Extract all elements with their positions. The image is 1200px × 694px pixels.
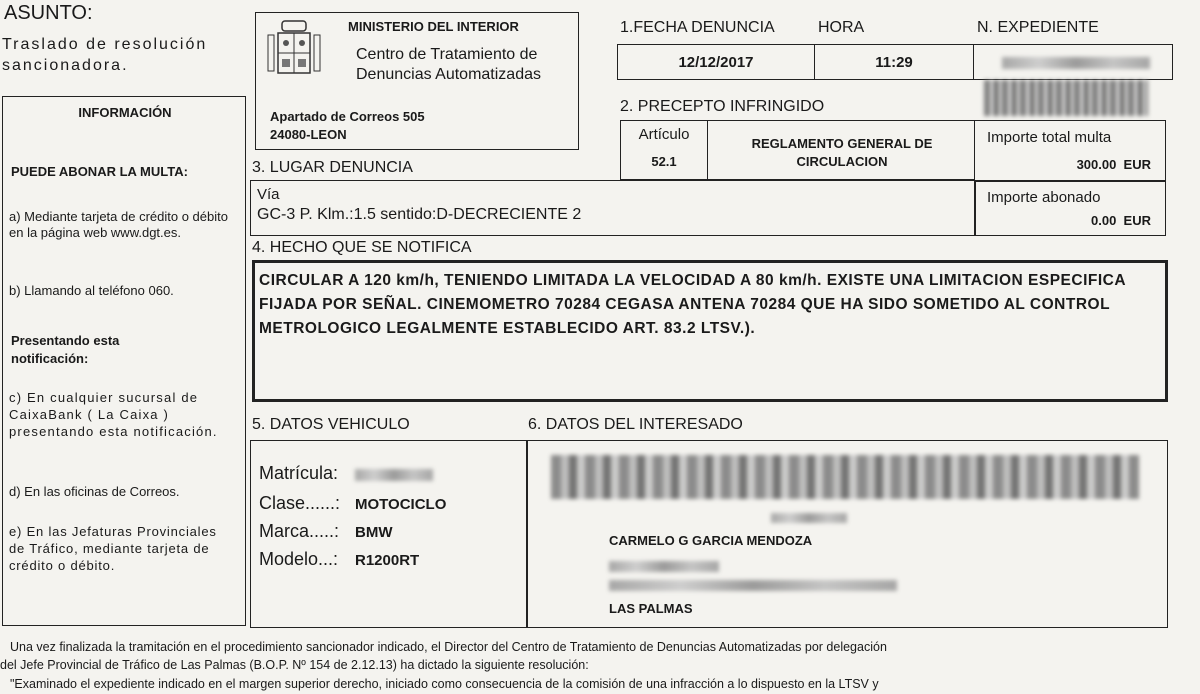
asunto-line2: sancionadora. [2,57,129,74]
lugar-box [250,180,976,236]
articulo-label: Artículo [638,126,690,143]
hecho-box [252,260,1168,402]
fecha-label: 1.FECHA DENUNCIA [620,19,775,36]
option-c: c) En cualquier sucursal de CaixaBank ( La Caixa ) presentando esta notificación. [9,390,218,439]
lugar-via: Vía [257,186,280,203]
fecha-value: 12/12/2017 [617,44,815,80]
option-e: e) En las Jefaturas Provinciales de Tráfico, mediante tarjeta de crédito o débito. [9,524,217,573]
expediente-redacted [1002,57,1150,69]
clase-label: Clase......: [259,493,341,513]
interesado-sub-redacted [771,513,847,523]
importe-abonado-box [974,180,1166,236]
importe-abonado-label: Importe abonado [987,189,1101,206]
importe-total-box [974,120,1166,182]
ministerio-title: MINISTERIO DEL INTERIOR [348,19,519,34]
interesado-name: CARMELO G GARCIA MENDOZA [609,533,813,548]
option-b: b) Llamando al teléfono 060. [9,283,174,298]
importe-total-label: Importe total multa [987,129,1112,146]
importe-abonado-value: 0.00 EUR [1091,213,1151,228]
ministerio-addr2: 24080-LEON [270,127,347,142]
interesado-city: LAS PALMAS [609,601,693,616]
option-d: d) En las oficinas de Correos. [9,484,180,499]
informacion-title: INFORMACIÓN [78,105,172,120]
importe-total-value: 300.00 EUR [1076,157,1151,172]
barcode-redacted [984,80,1148,116]
hora-value: 11:29 [814,44,974,80]
expediente-label: N. EXPEDIENTE [977,19,1099,36]
hecho-label: 4. HECHO QUE SE NOTIFICA [252,239,472,256]
footer-line3: "Examinado el expediente indicado en el margen superior derecho, iniciado como consecuencia de la comisión de una infracción a lo dispuesto en la LTSV y [10,677,879,691]
footer-line1: Una vez finalizada la tramitación en el procedimiento sancionador indicado, el Director del Centro de Tratamiento de Denuncias Automatizadas por delegación [10,640,887,654]
footer-line2: del Jefe Provincial de Tráfico de Las Palmas (B.O.P. Nº 154 de 2.12.13) ha dictado la siguiente resolución: [0,658,589,672]
ministerio-line1: Centro de Tratamiento de [356,46,538,63]
hora-label: HORA [818,19,865,36]
expediente-value [973,44,1173,80]
address-line1-redacted [609,561,719,572]
clase-value: MOTOCICLO [355,496,447,513]
interesado-box [526,440,1168,628]
matricula-label: Matrícula: [259,463,339,483]
ministerio-box [255,12,579,150]
ministerio-addr1: Apartado de Correos 505 [270,109,425,124]
interesado-label: 6. DATOS DEL INTERESADO [528,416,743,433]
option-a: a) Mediante tarjeta de crédito o débito en la página web www.dgt.es. [9,209,228,240]
articulo-box [620,120,708,180]
lugar-label: 3. LUGAR DENUNCIA [252,159,413,176]
presentando-label: Presentando esta notificación: [11,333,120,366]
vehiculo-box [250,440,528,628]
precepto-label: 2. PRECEPTO INFRINGIDO [620,98,825,115]
hecho-text: CIRCULAR A 120 km/h, TENIENDO LIMITADA LA VELOCIDAD A 80 km/h. EXISTE UNA LIMITACION ESPECIFICA FIJADA POR SEÑAL. CINEMOMETRO 70284 CEGASA ANTENA 70284 QUE HA SIDO SOMETIDO AL CONTROL METROLOGICO LEGALMENTE ESTABLECIDO ART. 83.2 LTSV.). [259,272,1126,337]
ministerio-line2: Denuncias Automatizadas [356,66,541,83]
vehiculo-label: 5. DATOS VEHICULO [252,416,410,433]
coat-of-arms-icon [264,19,324,89]
marca-value: BMW [355,524,393,541]
lugar-location: GC-3 P. Klm.:1.5 sentido:D-DECRECIENTE 2 [257,206,582,223]
marca-label: Marca.....: [259,521,340,541]
informacion-panel [2,96,246,626]
puede-abonar: PUEDE ABONAR LA MULTA: [11,164,188,179]
matricula-redacted [355,469,433,481]
interesado-header-redacted [551,455,1139,499]
reglamento-box [707,120,975,180]
articulo-value: 52.1 [651,154,677,169]
modelo-label: Modelo...: [259,549,339,569]
asunto-label: ASUNTO: [4,2,93,24]
address-line2-redacted [609,580,897,591]
modelo-value: R1200RT [355,552,420,569]
asunto-line1: Traslado de resolución [2,36,208,53]
reglamento-value: REGLAMENTO GENERAL DE CIRCULACION [751,136,933,169]
